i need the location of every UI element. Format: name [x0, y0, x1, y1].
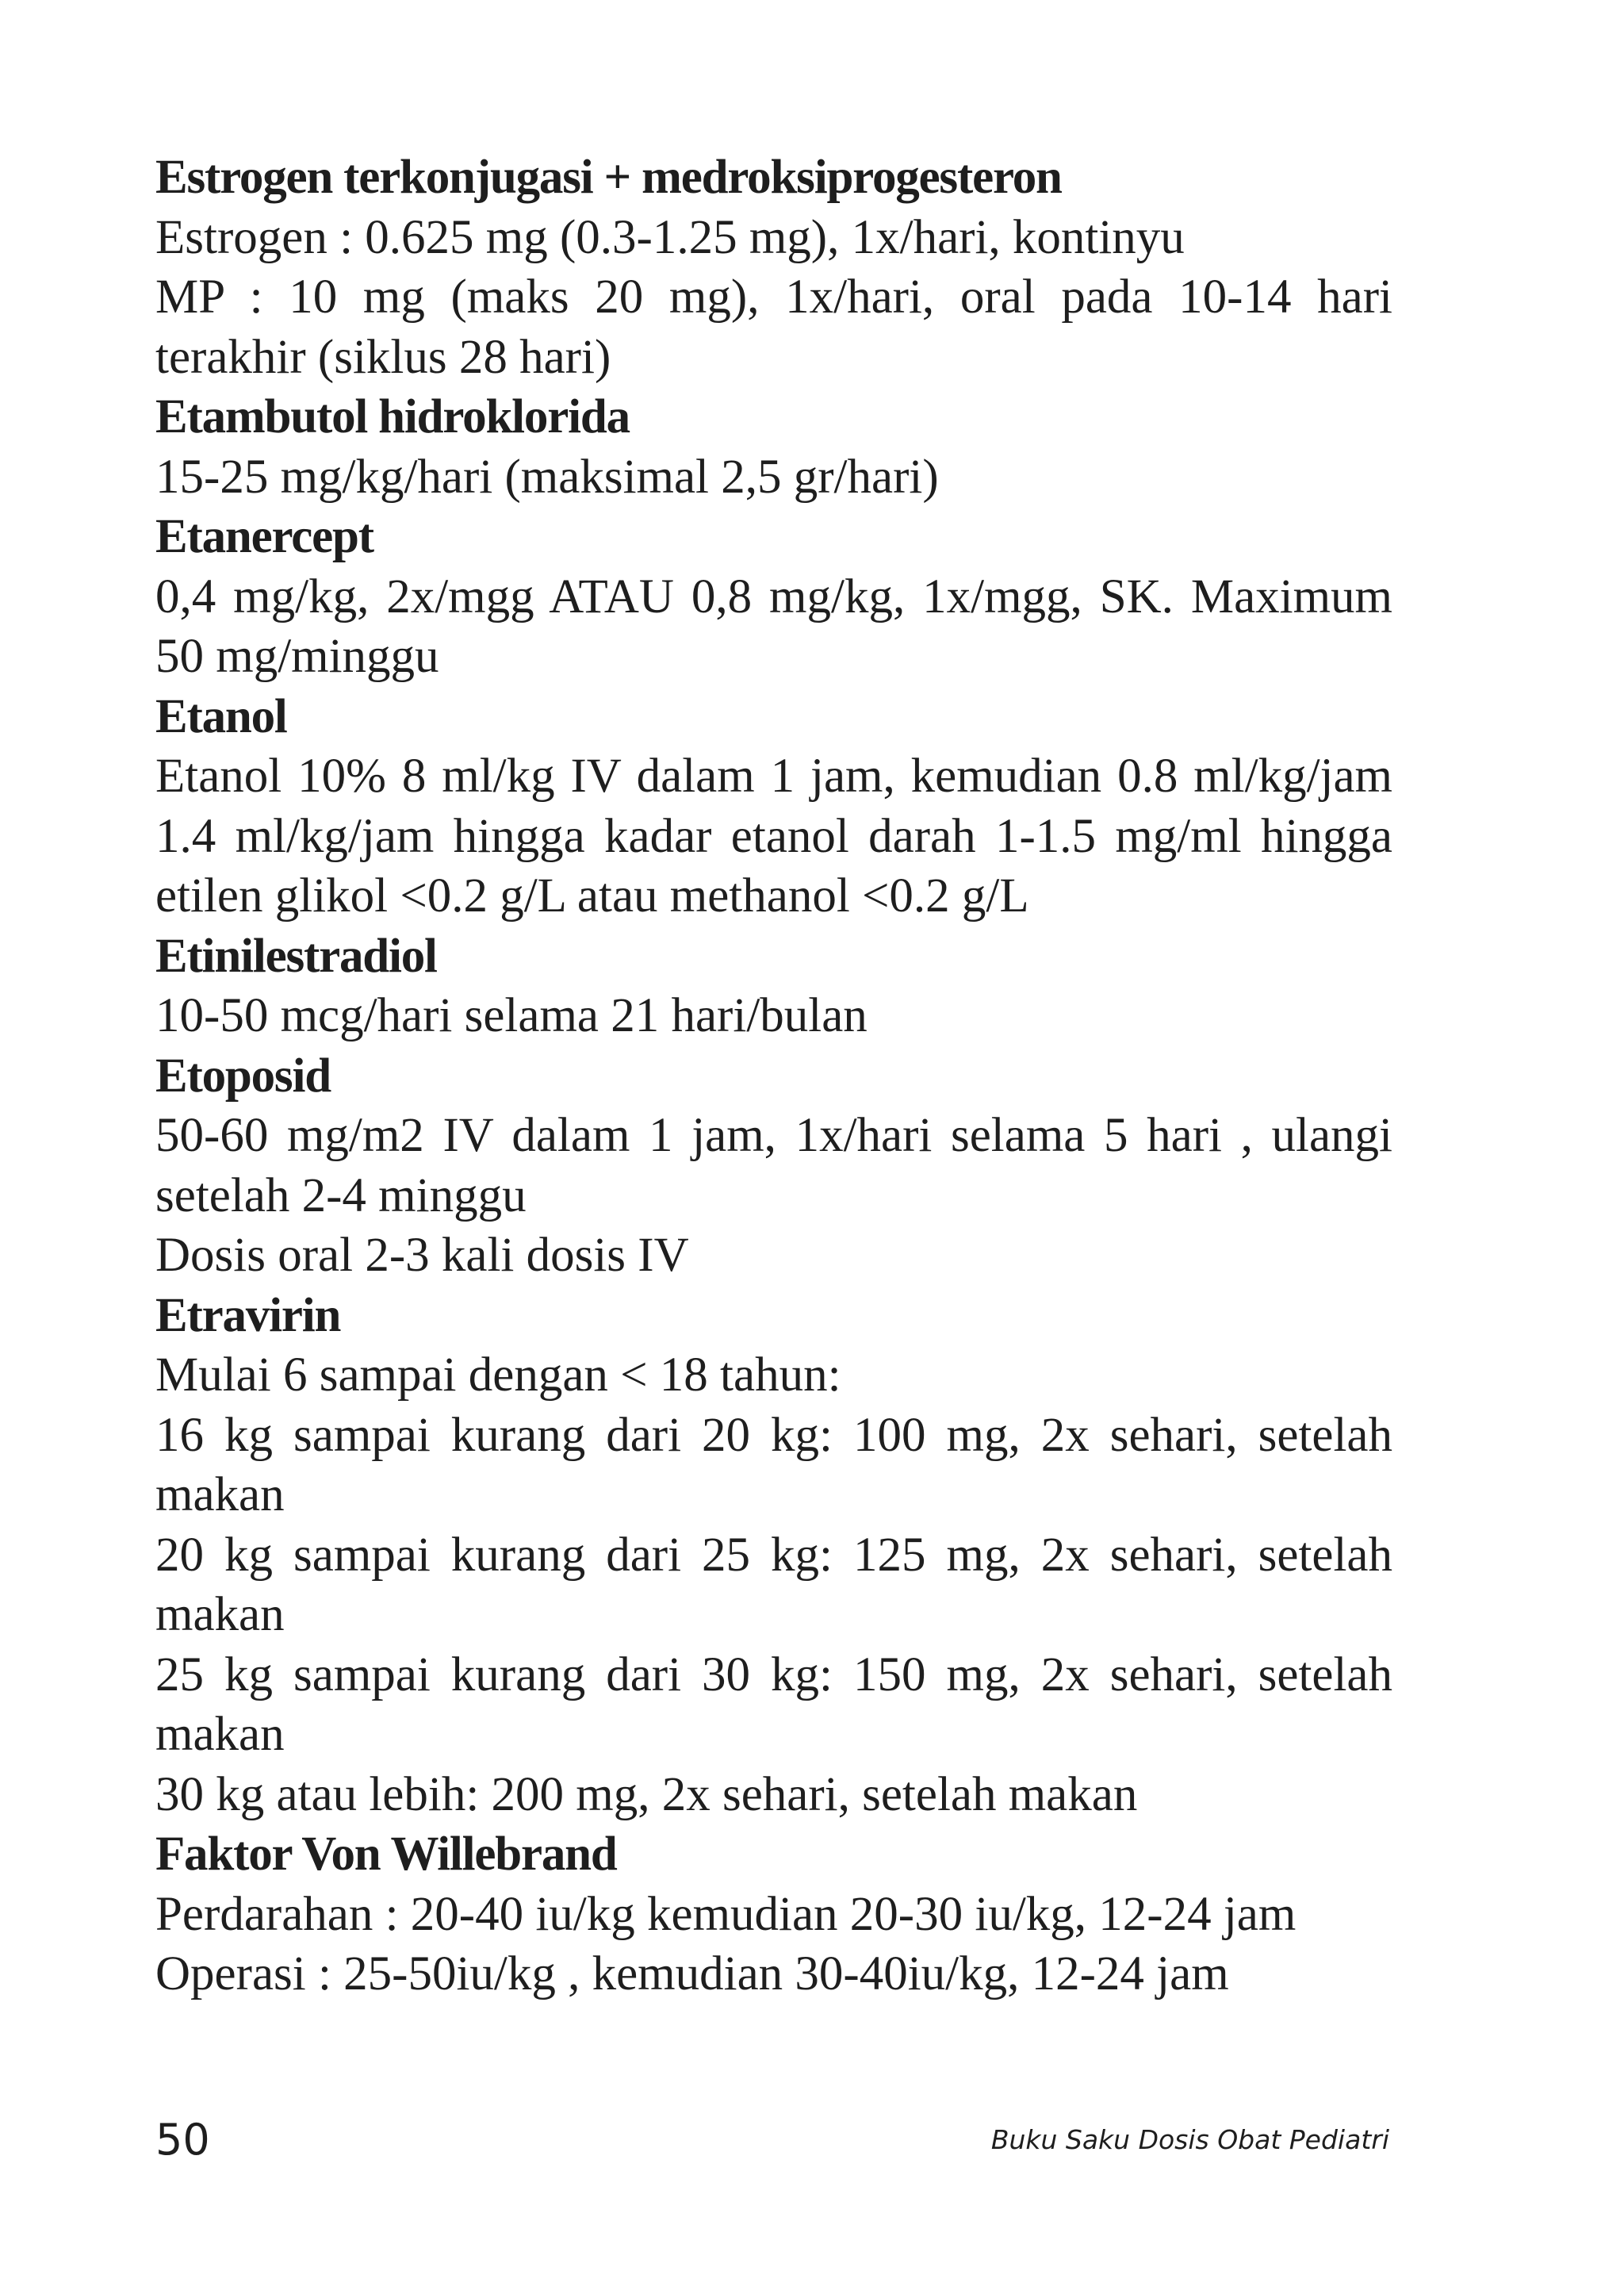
drug-name: Etinilestradiol [155, 929, 437, 983]
drug-entry [155, 687, 1392, 926]
drug-entry [155, 926, 1392, 1046]
drug-name: Etanercept [155, 510, 373, 563]
drug-entry [155, 148, 1392, 387]
dosage-line: 10-50 mcg/hari selama 21 hari/bulan [155, 989, 868, 1042]
drug-name: Etambutol hidroklorida [155, 390, 630, 443]
dosage-line: 0,4 mg/kg, 2x/mgg ATAU 0,8 mg/kg, 1x/mgg, SK. Maximum 50 mg/minggu [155, 570, 1392, 683]
running-title: Buku Saku Dosis Obat Pediatri [990, 2124, 1389, 2155]
page-number: 50 [155, 2115, 210, 2165]
dosage-line: Estrogen : 0.625 mg (0.3-1.25 mg), 1x/hari, kontinyu [155, 210, 1185, 264]
drug-name: Etanol [155, 689, 287, 743]
dosage-line: 15-25 mg/kg/hari (maksimal 2,5 gr/hari) [155, 450, 939, 504]
dosage-line: 20 kg sampai kurang dari 25 kg: 125 mg, 2x sehari, setelah makan [155, 1528, 1392, 1641]
dosage-line: Operasi : 25-50iu/kg , kemudian 30-40iu/kg, 12-24 jam [155, 1947, 1229, 2000]
dosage-line: 50-60 mg/m2 IV dalam 1 jam, 1x/hari selama 5 hari , ulangi setelah 2-4 minggu [155, 1109, 1392, 1222]
dosage-line: Perdarahan : 20-40 iu/kg kemudian 20-30 iu/kg, 12-24 jam [155, 1887, 1297, 1941]
drug-entry [155, 1286, 1392, 1825]
dosage-line: 16 kg sampai kurang dari 20 kg: 100 mg, 2x sehari, setelah makan [155, 1408, 1392, 1521]
dosage-line: Mulai 6 sampai dengan < 18 tahun: [155, 1348, 841, 1402]
drug-dosage-list [155, 148, 1392, 2004]
drug-entry [155, 1046, 1392, 1286]
dosage-line: 30 kg atau lebih: 200 mg, 2x sehari, setelah makan [155, 1767, 1138, 1821]
drug-entry [155, 507, 1392, 687]
dosage-line: Dosis oral 2-3 kali dosis IV [155, 1229, 689, 1282]
dosage-line: 25 kg sampai kurang dari 30 kg: 150 mg, 2x sehari, setelah makan [155, 1647, 1392, 1761]
dosage-line: MP : 10 mg (maks 20 mg), 1x/hari, oral pada 10-14 hari terakhir (siklus 28 hari) [155, 270, 1392, 384]
drug-entry [155, 1824, 1392, 2004]
drug-name: Estrogen terkonjugasi + medroksiprogesteron [155, 151, 1062, 204]
drug-name: Etravirin [155, 1288, 341, 1342]
drug-name: Faktor Von Willebrand [155, 1828, 617, 1881]
drug-entry [155, 387, 1392, 507]
drug-name: Etoposid [155, 1049, 331, 1103]
dosage-line: Etanol 10% 8 ml/kg IV dalam 1 jam, kemudian 0.8 ml/kg/jam 1.4 ml/kg/jam hingga kadar etanol darah 1-1.5 mg/ml hingga etilen glikol <0.2 g/L atau methanol <0.2 g/L [155, 750, 1392, 923]
